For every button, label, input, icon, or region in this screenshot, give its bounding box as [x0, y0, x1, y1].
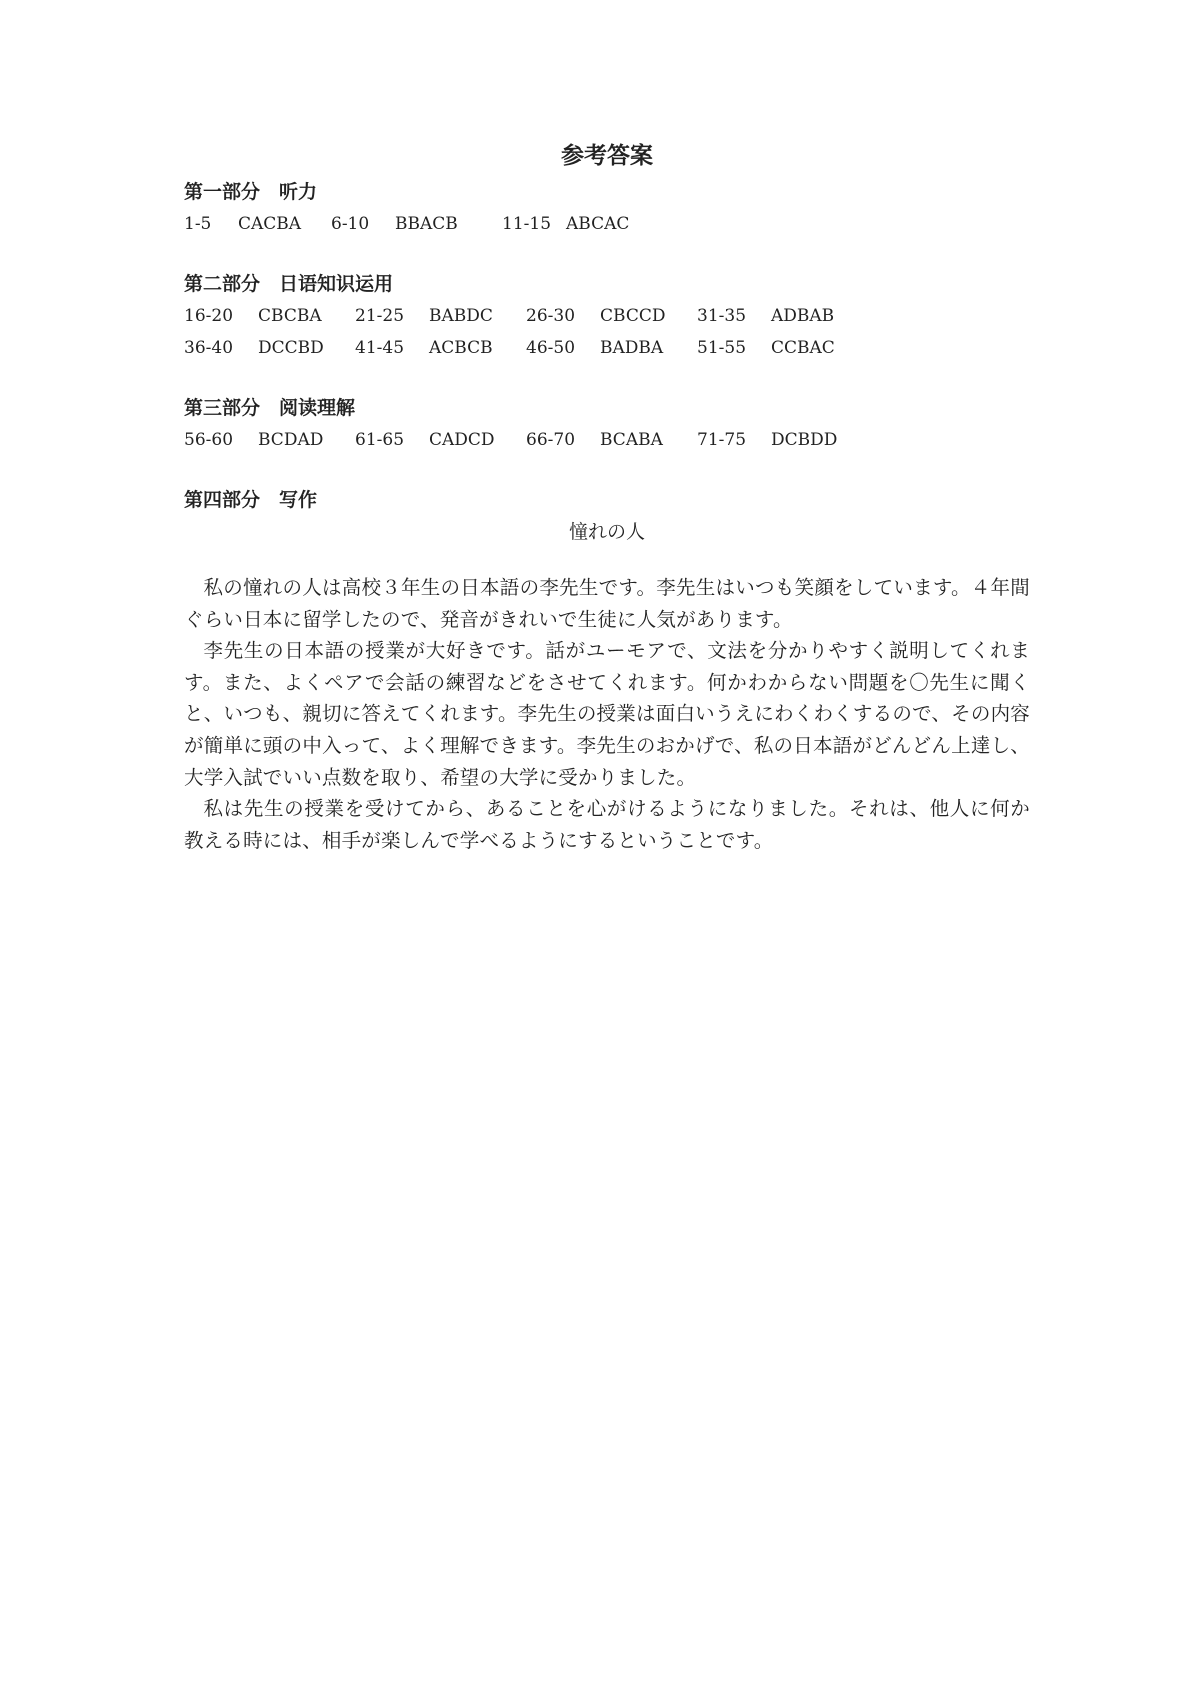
answer-range: 6-10	[331, 214, 370, 234]
answer-group	[184, 332, 355, 364]
answer-keys: BBACB	[395, 214, 458, 234]
essay-paragraph: 李先生の日本語の授業が大好きです。話がユーモアで、文法を分かりやすく説明してくれます。また、よくペアで会話の練習などをさせてくれます。何かわからない問題を〇先生に聞くと、いつも、親切に答えてくれます。李先生の授業は面白いうえにわくわくするので、その内容が簡単に頭の中入って、よく理解できます。李先生のおかげで、私の日本語がどんどん上達し、大学入試でいい点数を取り、希望の大学に受かりました。	[184, 639, 1030, 789]
answer-range: 61-65	[355, 430, 405, 450]
answer-group	[526, 424, 697, 456]
essay-paragraph: 私の憧れの人は高校３年生の日本語の李先生です。李先生はいつも笑顔をしています。４年間ぐらい日本に留学したので、発音がきれいで生徒に人気があります。	[184, 576, 1030, 631]
answer-group	[526, 332, 697, 364]
answer-group	[355, 300, 526, 332]
section-title: 第三部分 阅读理解	[184, 397, 356, 419]
answer-keys: BCDAD	[258, 430, 324, 450]
answer-range: 36-40	[184, 338, 234, 358]
answer-keys: CACBA	[238, 214, 302, 234]
answer-keys: DCBDD	[771, 430, 838, 450]
answer-group	[526, 300, 697, 332]
section-reading	[184, 394, 1030, 456]
answer-group	[331, 208, 502, 240]
answer-keys: CBCBA	[258, 306, 322, 326]
section-japanese-knowledge	[184, 270, 1030, 364]
essay-paragraph: 私は先生の授業を受けてから、あることを心がけるようになりました。それは、他人に何か教える時には、相手が楽しんで学べるようにするということです。	[184, 797, 1030, 852]
answer-keys: ADBAB	[771, 306, 835, 326]
answer-range: 16-20	[184, 306, 234, 326]
answer-range: 26-30	[526, 306, 576, 326]
section-title: 第二部分 日语知识运用	[184, 273, 394, 295]
answer-range: 41-45	[355, 338, 405, 358]
answer-range: 71-75	[697, 430, 747, 450]
answer-range: 46-50	[526, 338, 576, 358]
answer-group	[184, 300, 355, 332]
answer-group	[355, 424, 526, 456]
answer-row	[184, 424, 1030, 456]
answer-keys: CADCD	[429, 430, 495, 450]
answer-group	[502, 208, 662, 240]
answer-group	[184, 424, 355, 456]
answer-group	[697, 424, 868, 456]
answer-keys: BCABA	[600, 430, 663, 450]
answer-row	[184, 332, 1030, 364]
answer-range: 66-70	[526, 430, 576, 450]
essay-title: 憧れの人	[568, 521, 645, 543]
answer-group	[697, 300, 868, 332]
answer-row	[184, 300, 1030, 332]
answer-keys: CCBAC	[771, 338, 835, 358]
answer-key-document	[184, 140, 1030, 856]
answer-group	[184, 208, 331, 240]
answer-list	[184, 424, 1030, 456]
section-title: 第四部分 写作	[184, 489, 318, 511]
answer-range: 1-5	[184, 214, 212, 234]
answer-keys: ACBCB	[429, 338, 493, 358]
answer-keys: CBCCD	[600, 306, 666, 326]
section-writing	[184, 486, 1030, 856]
answer-group	[697, 332, 868, 364]
page-title: 参考答案	[561, 143, 653, 169]
answer-keys: BABDC	[429, 306, 493, 326]
answer-keys: ABCAC	[566, 214, 630, 234]
section-listening	[184, 178, 1030, 240]
answer-range: 31-35	[697, 306, 747, 326]
answer-group	[355, 332, 526, 364]
answer-range: 51-55	[697, 338, 747, 358]
answer-list	[184, 300, 1030, 364]
section-title: 第一部分 听力	[184, 181, 318, 203]
answer-row	[184, 208, 1030, 240]
answer-range: 56-60	[184, 430, 234, 450]
answer-range: 21-25	[355, 306, 405, 326]
answer-range: 11-15	[502, 214, 552, 234]
answer-list	[184, 208, 1030, 240]
answer-keys: DCCBD	[258, 338, 324, 358]
answer-keys: BADBA	[600, 338, 664, 358]
